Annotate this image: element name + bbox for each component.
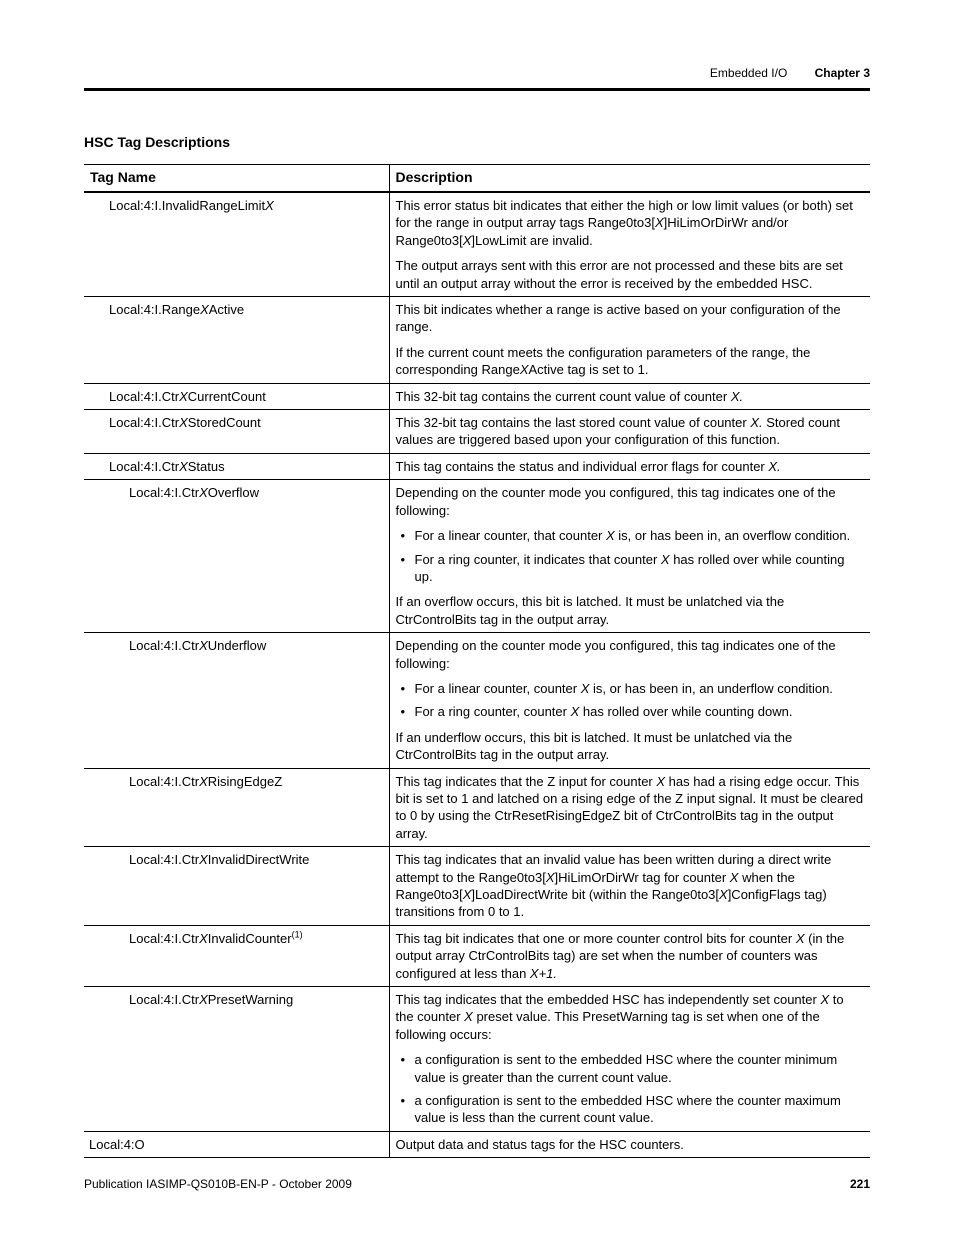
tag-name-cell [84,987,389,1132]
description-paragraph [396,484,865,519]
table-row [84,192,870,297]
text-run: ]HiLimOrDirWr and/or Range0to3[ [395,215,789,248]
description-cell [389,925,870,986]
variable-text: X [545,869,555,885]
bullet-list [396,680,865,721]
text-run: This tag indicates that an invalid value has been written during a direct write attempt to the Range0to3[ [395,852,832,885]
bullet-item [396,1092,865,1127]
description-paragraph [396,930,865,982]
variable-text: X. [768,458,781,474]
description-paragraph [396,458,865,475]
tag-name-cell [84,297,389,384]
page-footer [84,1177,870,1191]
bullet-item [396,1051,865,1086]
text-run: has rolled over while counting up. [414,551,845,584]
variable-text: X [199,773,208,789]
description-cell [389,383,870,409]
text-run: Active [208,302,245,318]
variable-text: X [199,485,208,501]
text-run: Active tag is set to 1. [528,362,649,378]
footnote-marker: (1) [291,929,303,940]
description-paragraph [396,197,865,249]
tag-name-cell [84,633,389,768]
text-run: For a ring counter, counter [414,704,571,720]
description-cell [389,192,870,297]
text-run: Output data and status tags for the HSC counters. [395,1136,684,1152]
variable-text: X [199,992,208,1008]
description-cell [389,453,870,479]
description-paragraph [396,637,865,672]
description-paragraph [396,414,865,449]
text-run: This tag contains the status and individual error flags for counter [395,458,769,474]
text-run: preset value. This PresetWarning tag is set when one of the following occurs: [395,1009,820,1042]
bullet-list [396,1051,865,1127]
text-run: For a ring counter, it indicates that counter [414,551,661,567]
variable-text: X [606,528,615,544]
text-run: ]ConfigFlags tag) transitions from 0 to 1. [395,887,827,920]
text-run: Local:4:I.Ctr [129,638,200,654]
text-run: Depending on the counter mode you configured, this tag indicates one of the following: [395,485,836,518]
variable-text: X [795,930,805,946]
text-run: This 32-bit tag contains the last stored count value of counter [395,415,751,431]
text-run: RisingEdgeZ [207,773,283,789]
tag-name-cell [84,410,389,454]
text-run: a configuration is sent to the embedded HSC where the counter maximum value is less than the current count value. [414,1093,841,1126]
table-row [84,383,870,409]
page-header [84,64,870,84]
text-run: is, or has been in, an overflow condition. [614,528,851,544]
variable-text: X [179,415,188,431]
description-cell [389,633,870,768]
variable-text: X [462,232,472,248]
variable-text: X [570,704,580,720]
text-run: This 32-bit tag contains the current count value of counter [395,388,731,404]
tag-name-cell [84,847,389,926]
description-paragraph [396,344,865,379]
chapter-label: Chapter 3 [814,66,870,80]
variable-text: X [660,551,670,567]
text-run: For a linear counter, that counter [414,528,606,544]
variable-text: X [199,638,208,654]
variable-text: X. [730,388,744,404]
text-run: This tag indicates that the Z input for counter [395,773,657,789]
variable-text: X [656,773,666,789]
bullet-item [396,703,865,720]
text-run: This bit indicates whether a range is active based on your configuration of the range. [395,302,841,335]
table-row [84,847,870,926]
variable-text: X [519,362,529,378]
description-paragraph [396,257,865,292]
text-run: Overflow [207,485,260,501]
tag-name-cell [84,480,389,633]
description-paragraph [396,773,865,843]
text-run: This tag bit indicates that one or more counter control bits for counter [395,930,796,946]
text-run: CurrentCount [187,388,266,404]
column-header-description: Description [389,165,870,193]
table-row [84,480,870,633]
table-header-row [84,165,870,193]
table-row [84,410,870,454]
text-run: when the Range0to3[ [395,869,795,902]
running-header [710,66,870,80]
text-run: Local:4:I.Ctr [129,930,200,946]
description-cell [389,768,870,847]
text-run: Local:4:I.Ctr [109,415,180,431]
variable-text: X [464,1009,473,1025]
description-paragraph [396,851,865,921]
column-header-tag-name: Tag Name [84,165,389,193]
table-row [84,1131,870,1157]
text-run: Local:4:O [89,1136,145,1152]
variable-text: X [199,930,208,946]
description-cell [389,987,870,1132]
text-run: (in the output array CtrControlBits tag) are set when the number of counters was configured at less than [395,930,845,981]
variable-text: X [200,302,209,318]
section-name: Embedded I/O [709,66,788,80]
text-run: is, or has been in, an underflow condition. [589,680,833,696]
text-run: This error status bit indicates that either the high or low limit values (or both) set for the range in output array tags Range0to3[ [395,198,853,231]
variable-text: X [462,887,472,902]
table-row [84,633,870,768]
text-run: If an overflow occurs, this bit is latched. It must be unlatched via the CtrControlBits tag in the output array. [395,594,785,627]
table-row [84,987,870,1132]
text-run: Local:4:I.Ctr [109,388,180,404]
table-row [84,453,870,479]
description-paragraph [396,1136,865,1153]
text-run: StoredCount [187,415,261,431]
text-run: If the current count meets the configuration parameters of the range, the corresponding Range [395,344,811,378]
text-run: Depending on the counter mode you configured, this tag indicates one of the following: [395,638,836,671]
text-run: Local:4:I.Ctr [129,992,200,1008]
variable-text: X [179,458,188,474]
publication-info: Publication IASIMP-QS010B-EN-P - October 2009 [84,1177,352,1191]
text-run: ]LowLimit are invalid. [471,232,593,248]
tag-name-cell [84,192,389,297]
variable-text: X [265,198,274,213]
text-run: ]HiLimOrDirWr tag for counter [554,869,730,885]
variable-text: X [199,852,208,868]
text-run: This tag indicates that the embedded HSC has independently set counter [395,992,821,1008]
table-row [84,297,870,384]
text-run: has rolled over while counting down. [579,704,793,720]
tag-name-cell [84,453,389,479]
table-title: HSC Tag Descriptions [84,134,230,150]
header-rule [84,88,870,91]
tag-name-cell [84,925,389,986]
text-run: If an underflow occurs, this bit is latched. It must be unlatched via the CtrControlBits tag in the output array. [395,729,793,763]
table-row [84,925,870,986]
variable-text: X. [750,415,763,431]
bullet-item [396,551,865,586]
page-number: 221 [849,1177,870,1191]
text-run: Stored count values are triggered based upon your configuration of this function. [395,415,840,448]
text-run: InvalidCounter [207,930,292,946]
text-run: Local:4:I.Ctr [109,458,180,474]
description-cell [389,297,870,384]
text-run: Local:4:I.InvalidRangeLimit [109,198,266,213]
variable-text: X [719,887,728,902]
text-run: PresetWarning [207,992,294,1008]
tag-name-cell [84,1131,389,1157]
description-cell [389,1131,870,1157]
description-paragraph [396,593,865,628]
tag-name-cell [84,383,389,409]
text-run: Status [187,458,225,474]
text-run: The output arrays sent with this error are not processed and these bits are set until an output array without the error is received by the embedded HSC. [395,258,843,291]
text-run: ]LoadDirectWrite bit (within the Range0to3[ [471,887,720,902]
variable-text: X [654,215,664,231]
text-run: Local:4:I.Range [109,302,201,318]
table-row [84,768,870,847]
description-paragraph [396,991,865,1043]
table-body [84,192,870,1158]
text-run: Local:4:I.Ctr [129,485,200,501]
text-run: Local:4:I.Ctr [129,852,200,868]
variable-text: X [580,680,590,696]
variable-text: X [729,869,739,885]
bullet-list [396,527,865,585]
description-paragraph [396,388,865,405]
text-run: a configuration is sent to the embedded HSC where the counter minimum value is greater than the current count value. [414,1052,838,1085]
text-run: has had a rising edge occur. This bit is set to 1 and latched on a rising edge of the Z input signal. It must be cleared to 0 by using the CtrResetRisingEdgeZ bit of CtrControlBits tag in the output array. [395,773,864,841]
text-run: InvalidDirectWrite [207,852,310,868]
hsc-tag-table [84,164,870,1158]
text-run: Local:4:I.Ctr [129,773,200,789]
variable-text: X [179,388,188,404]
text-run: For a linear counter, counter [414,680,581,696]
variable-text: X [820,992,830,1008]
bullet-item [396,680,865,697]
text-run: Underflow [207,638,267,654]
bullet-item [396,527,865,544]
description-paragraph [396,729,865,764]
description-paragraph [396,301,865,336]
description-cell [389,480,870,633]
description-cell [389,847,870,926]
tag-name-cell [84,768,389,847]
text-run: to the counter [395,992,844,1025]
variable-text: X+1. [529,965,558,981]
description-cell [389,410,870,454]
